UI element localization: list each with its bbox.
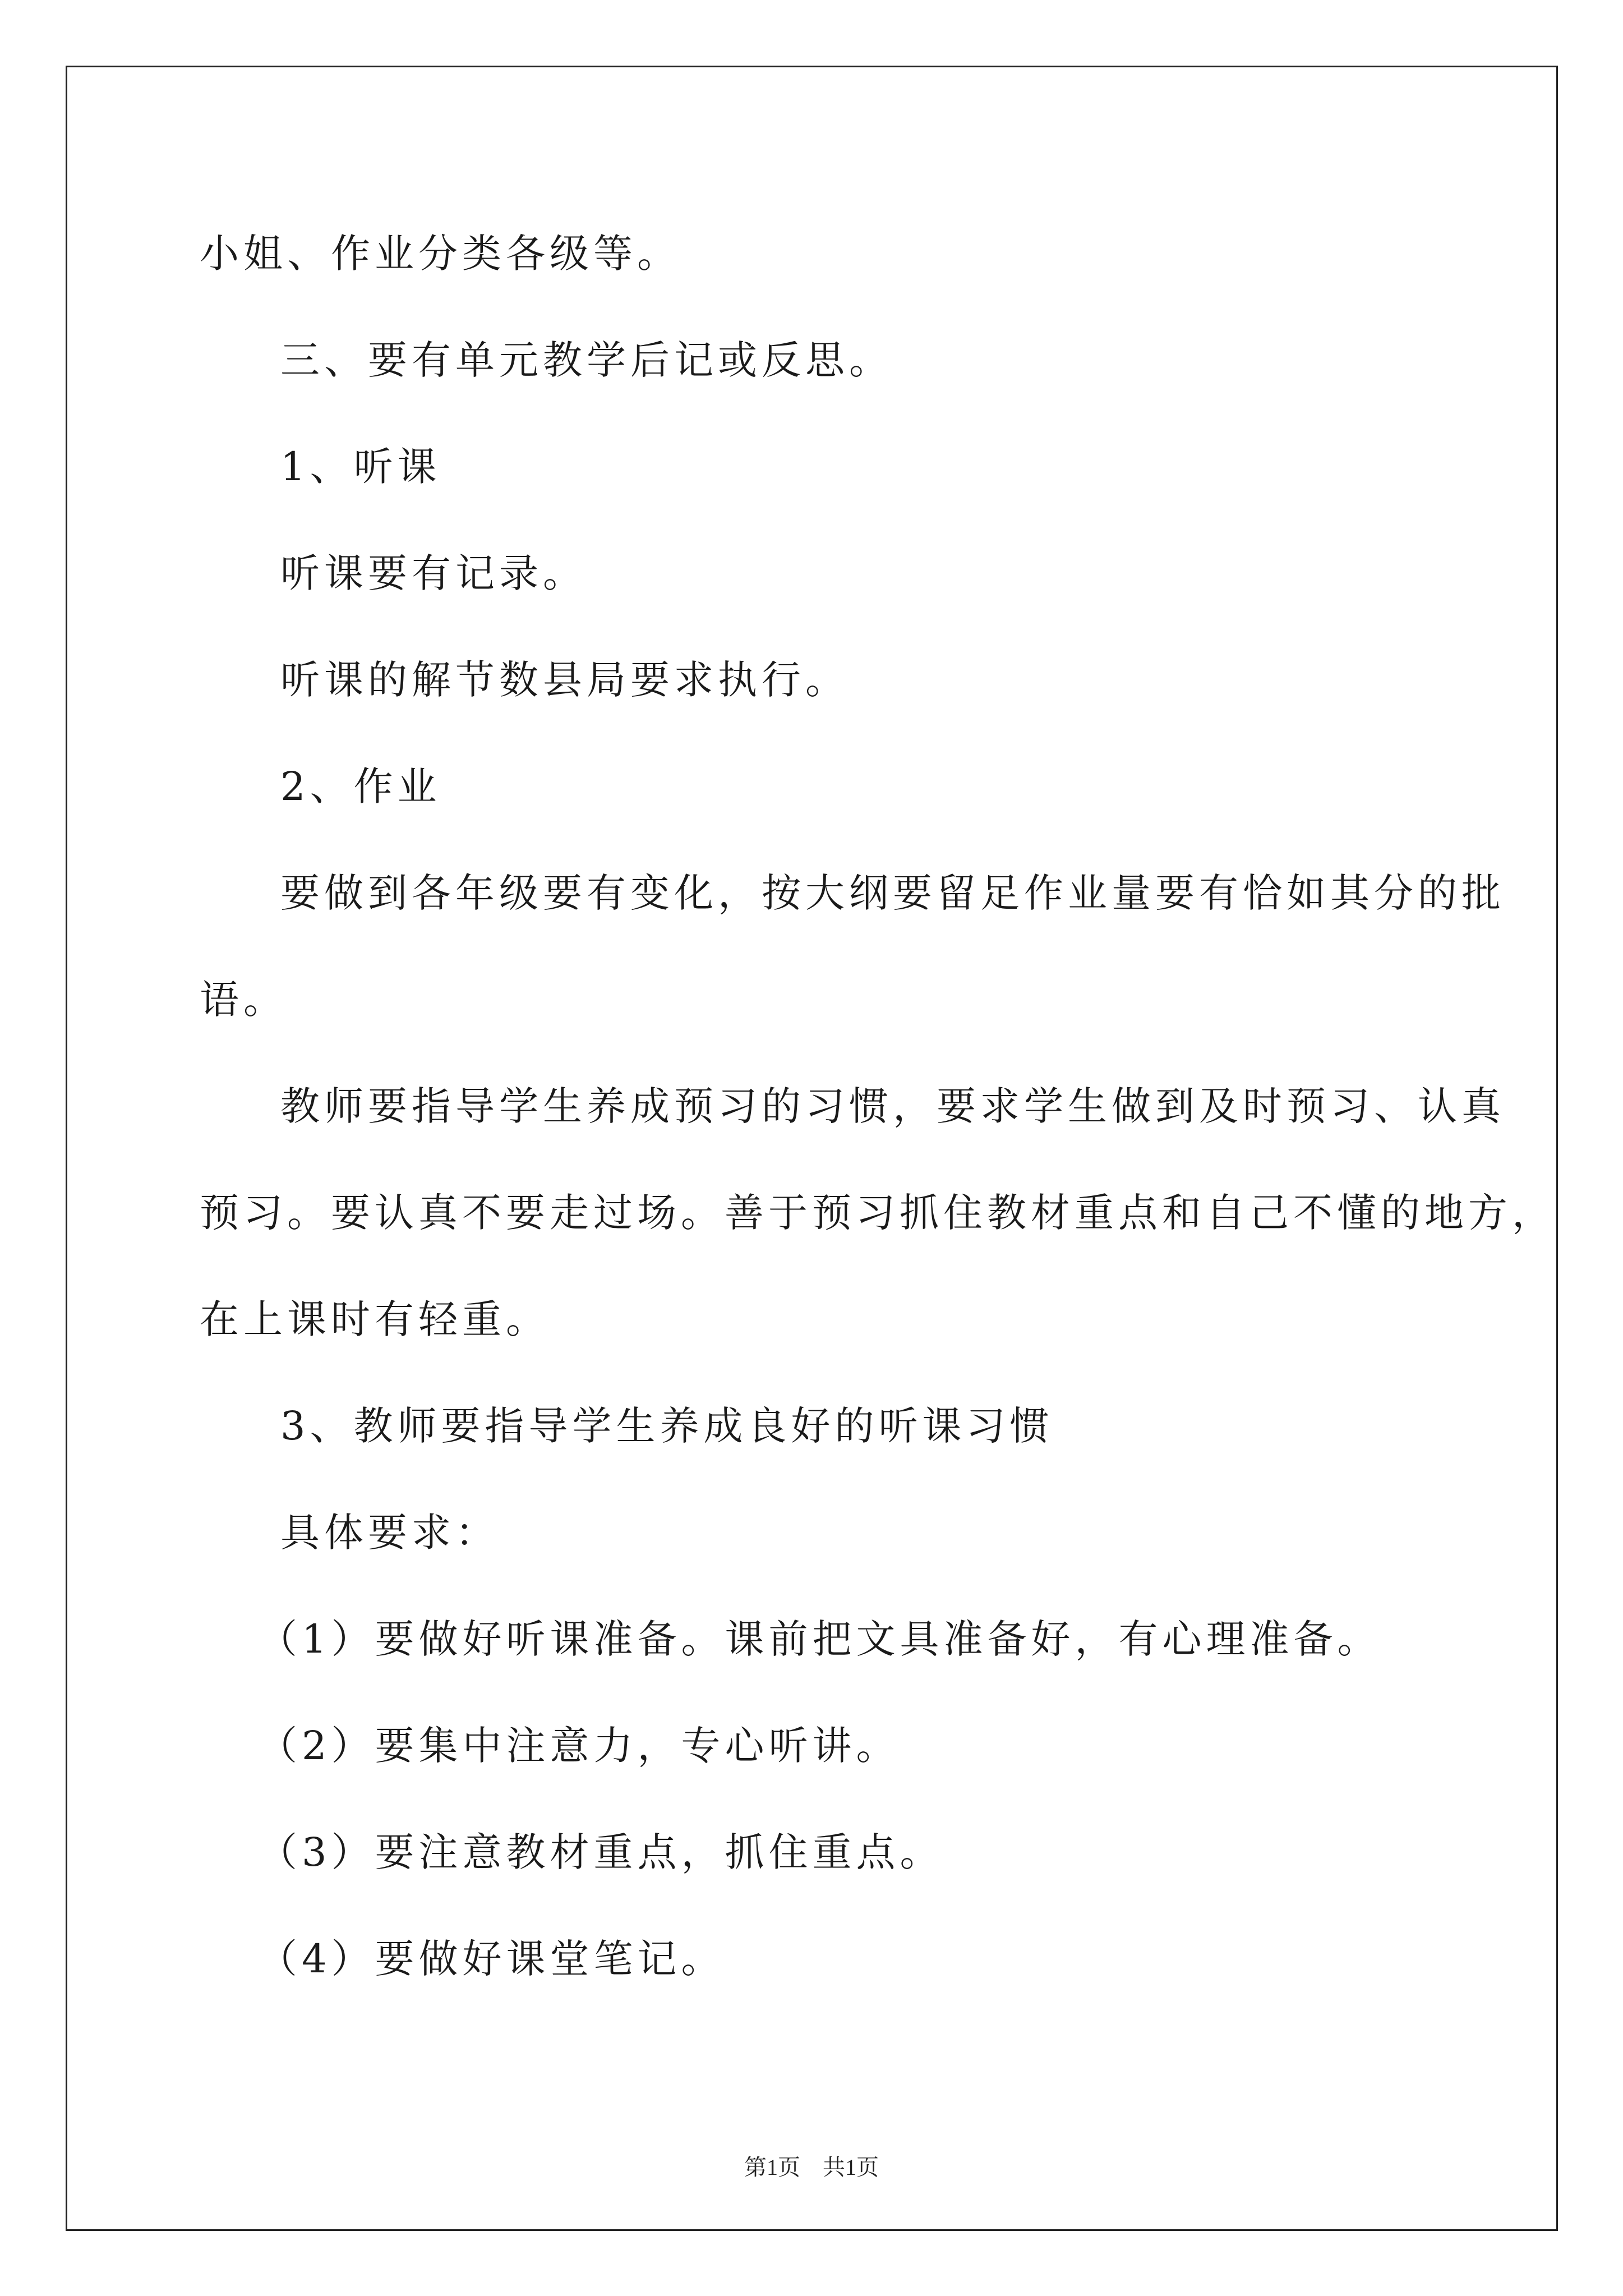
paragraph-line: 在上课时有轻重。 xyxy=(200,1296,550,1342)
list-item: （4）要做好课堂笔记。 xyxy=(258,1936,725,1982)
paragraph-line: 语。 xyxy=(200,977,287,1023)
subsection-heading: 2、作业 xyxy=(280,763,441,809)
paragraph-line: 要做到各年级要有变化，按大纲要留足作业量要有恰如其分的批 xyxy=(280,870,1505,916)
paragraph-line: 具体要求： xyxy=(280,1510,499,1556)
paragraph-line: 听课要有记录。 xyxy=(280,550,587,596)
subsection-heading: 3、教师要指导学生养成良好的听课习惯 xyxy=(280,1403,1054,1449)
paragraph-line: 听课的解节数县局要求执行。 xyxy=(280,657,849,703)
page-footer xyxy=(0,2150,1623,2182)
section-heading: 三、要有单元教学后记或反思。 xyxy=(280,337,893,383)
subsection-heading: 1、听课 xyxy=(280,444,441,490)
paragraph-line: 预习。要认真不要走过场。善于预习抓住教材重点和自己不懂的地方， xyxy=(200,1190,1556,1236)
list-item: （1）要做好听课准备。课前把文具准备好，有心理准备。 xyxy=(258,1616,1381,1662)
page-total: 共1页 xyxy=(823,2155,879,2180)
paragraph-line: 教师要指导学生养成预习的习惯，要求学生做到及时预习、认真 xyxy=(280,1083,1505,1129)
list-item: （3）要注意教材重点，抓住重点。 xyxy=(258,1829,944,1875)
list-item: （2）要集中注意力，专心听讲。 xyxy=(258,1723,900,1769)
paragraph-line: 小姐、作业分类各级等。 xyxy=(200,231,681,277)
page-border xyxy=(66,66,1558,2231)
page-number: 第1页 xyxy=(744,2155,800,2180)
